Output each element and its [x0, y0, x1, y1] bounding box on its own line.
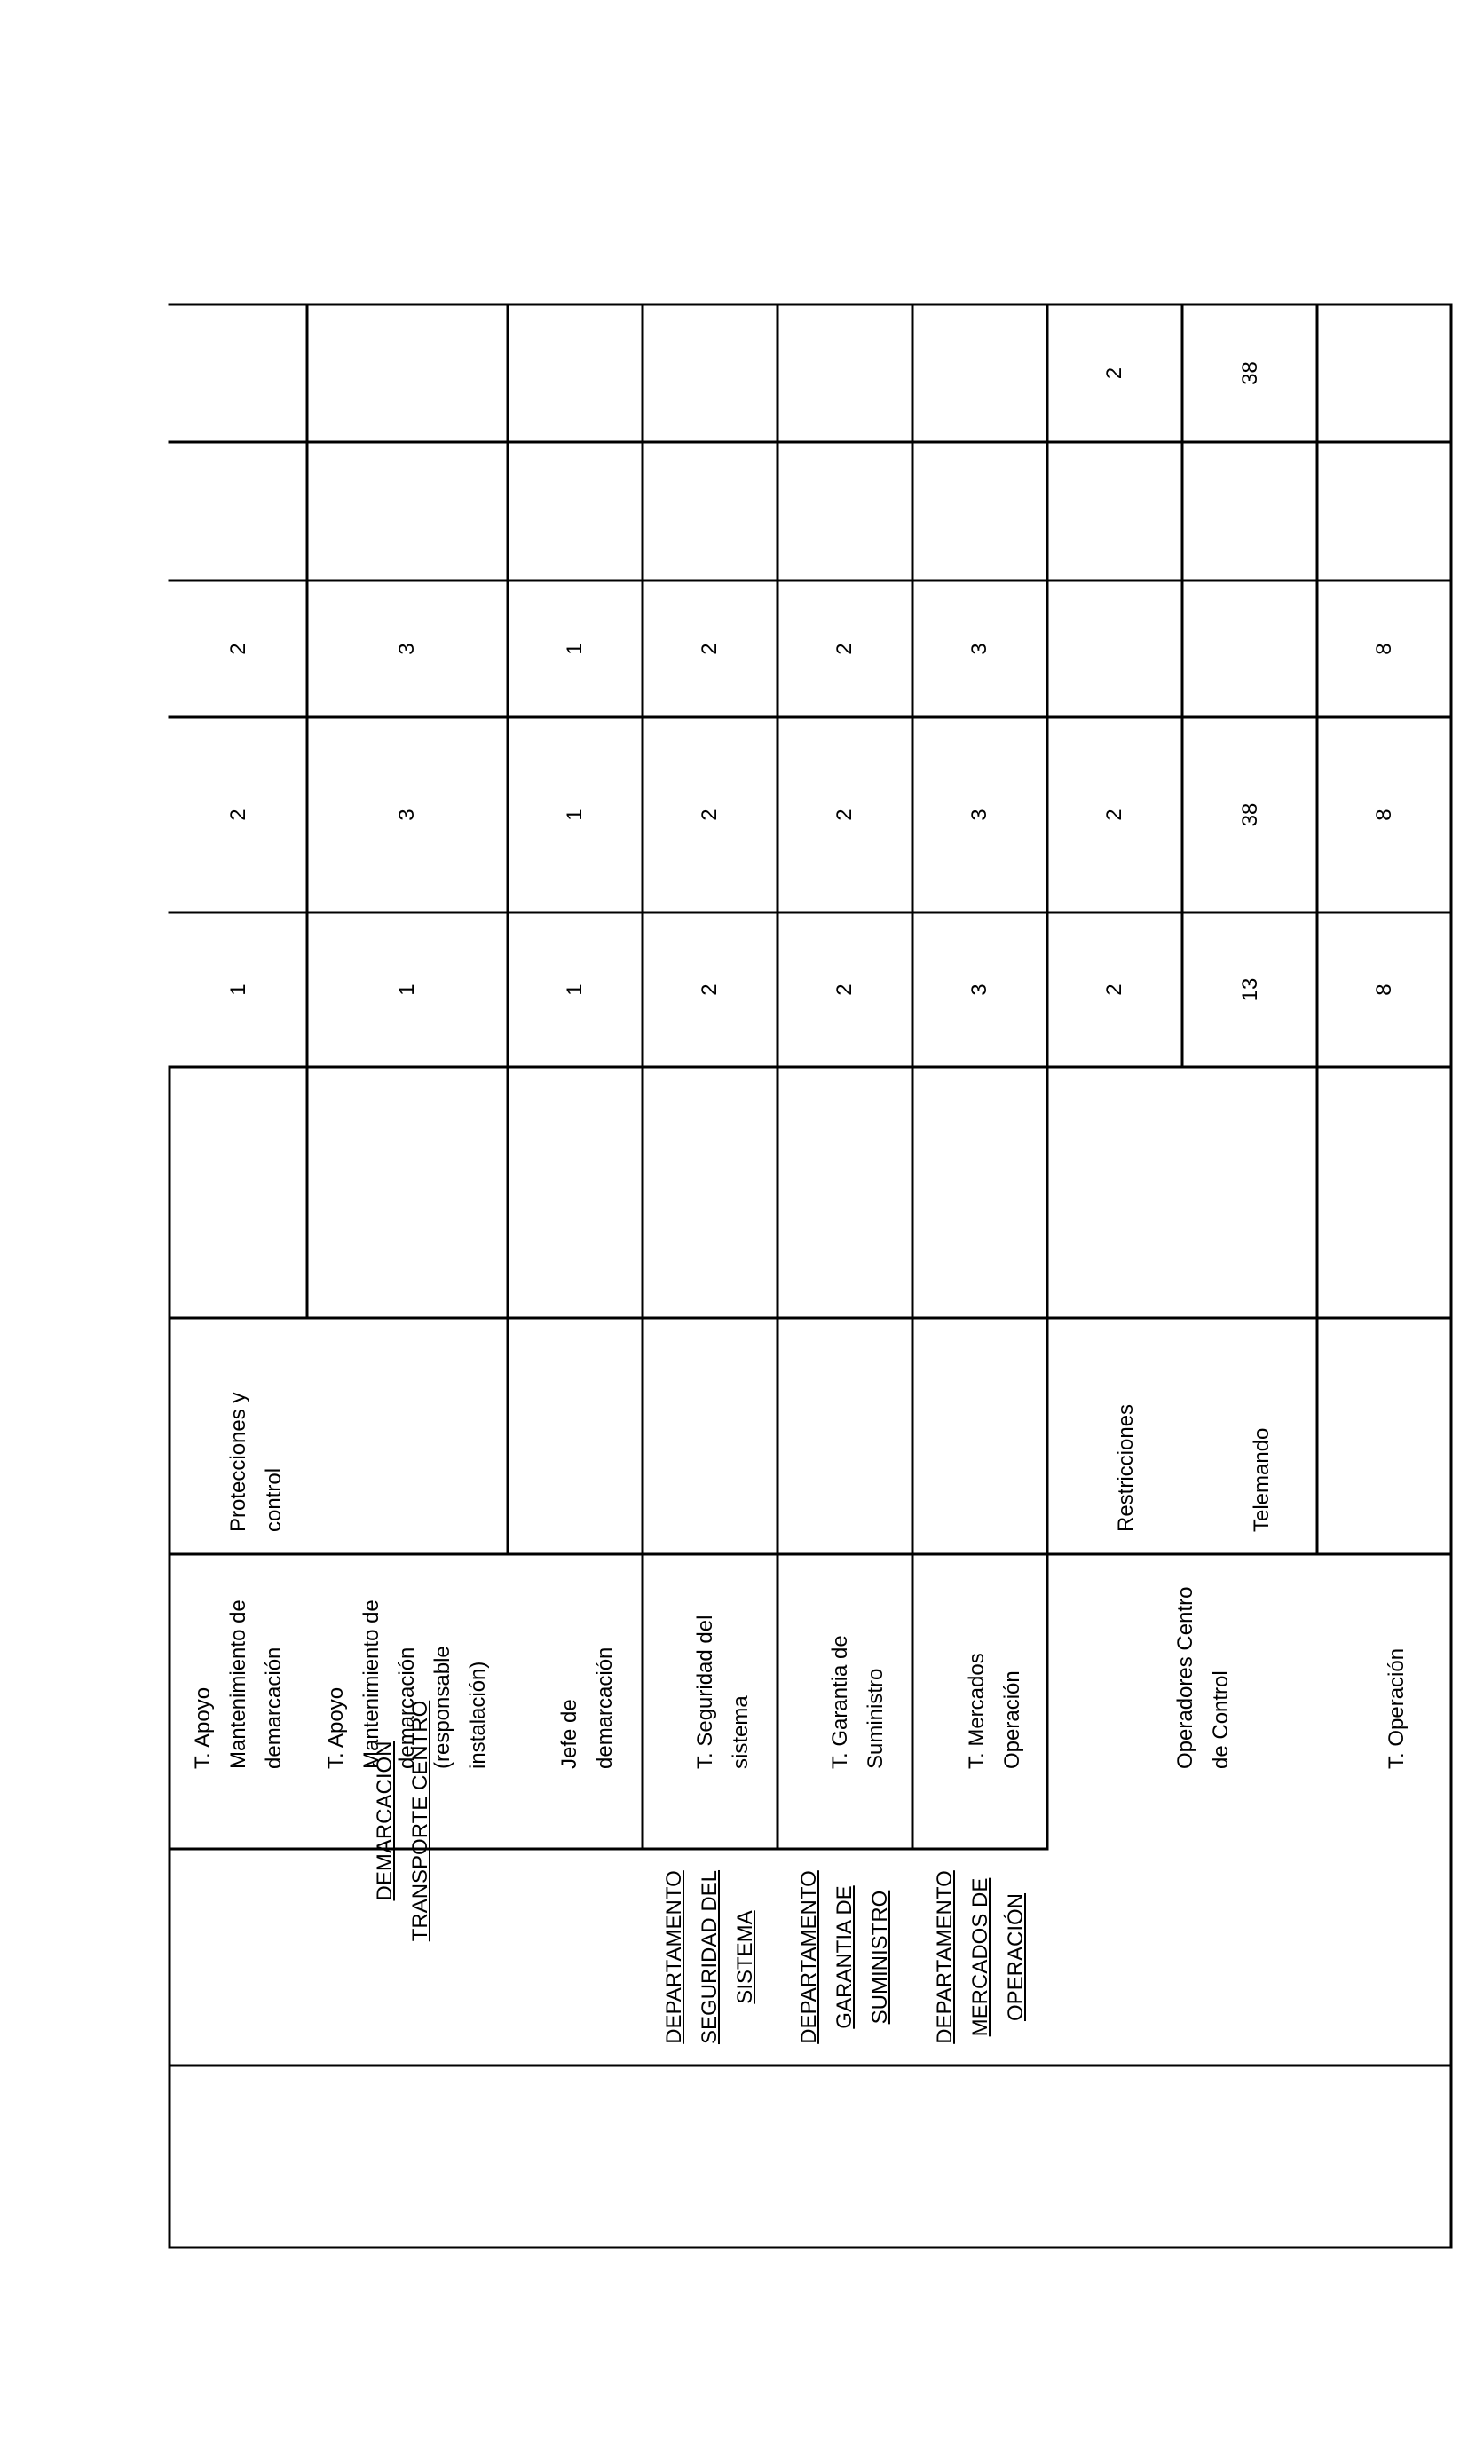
function-restricciones: Restricciones: [1114, 1403, 1138, 1532]
function-telemando: Telemando: [1250, 1427, 1274, 1532]
operacion-v2: 8: [1372, 809, 1396, 821]
garantia-v3: 2: [833, 643, 856, 655]
role-jefe-demarcacion: Jefe de demarcación: [557, 1647, 617, 1769]
operacion-v1: 8: [1372, 983, 1396, 996]
role-t-apoyo-mantenimiento: T. Apoyo Mantenimiento de demarcación: [191, 1599, 286, 1769]
telemando-v5: 38: [1238, 361, 1262, 385]
role-t-seguridad: T. Seguridad del sistema: [693, 1615, 753, 1769]
mercados-v3: 3: [967, 643, 991, 655]
mercados-v1: 3: [967, 983, 991, 996]
restricciones-v5: 2: [1102, 367, 1126, 380]
apoyo2-v3: 2: [226, 643, 250, 655]
department-garantia: DEPARTAMENTO GARANTIA DE SUMINISTRO: [797, 1870, 892, 2044]
restricciones-v1: 2: [1102, 983, 1126, 996]
garantia-v2: 2: [833, 809, 856, 821]
apoyo1-v2: 3: [395, 809, 419, 821]
seguridad-v1: 2: [698, 983, 722, 996]
department-seguridad: DEPARTAMENTO SEGURIDAD DEL SISTEMA: [662, 1869, 757, 2045]
role-t-garantia: T. Garantia de Suministro: [828, 1635, 888, 1769]
garantia-v1: 2: [833, 983, 856, 996]
telemando-v2: 38: [1238, 802, 1262, 827]
operacion-v3: 8: [1372, 643, 1396, 655]
role-t-apoyo-responsable: T. Apoyo Mantenimiento de demarcación (responsable instalación): [324, 1599, 490, 1769]
apoyo1-v1: 1: [395, 983, 419, 996]
mercados-v2: 3: [967, 809, 991, 821]
jefe-v2: 1: [563, 809, 587, 821]
restricciones-v2: 2: [1102, 809, 1126, 821]
apoyo1-v3: 3: [395, 643, 419, 655]
apoyo2-v1: 1: [226, 983, 250, 996]
seguridad-v2: 2: [698, 809, 722, 821]
department-mercados: DEPARTAMENTO MERCADOS DE OPERACIÓN: [933, 1870, 1028, 2044]
apoyo2-v2: 2: [226, 809, 250, 821]
role-t-mercados: T. Mercados Operación: [965, 1653, 1024, 1769]
jefe-v1: 1: [563, 983, 587, 996]
telemando-v1: 13: [1238, 977, 1262, 1002]
jefe-v3: 1: [563, 643, 587, 655]
seguridad-v3: 2: [698, 643, 722, 655]
function-protecciones-control: Protecciones y control: [226, 1392, 286, 1532]
role-t-operacion: T. Operación: [1385, 1647, 1409, 1769]
role-operadores-centro-control: Operadores Centro de Control: [1173, 1586, 1233, 1769]
department-demarcacion: DEMARCACIÓN TRANSPORTE CENTRO: [373, 1700, 432, 1942]
